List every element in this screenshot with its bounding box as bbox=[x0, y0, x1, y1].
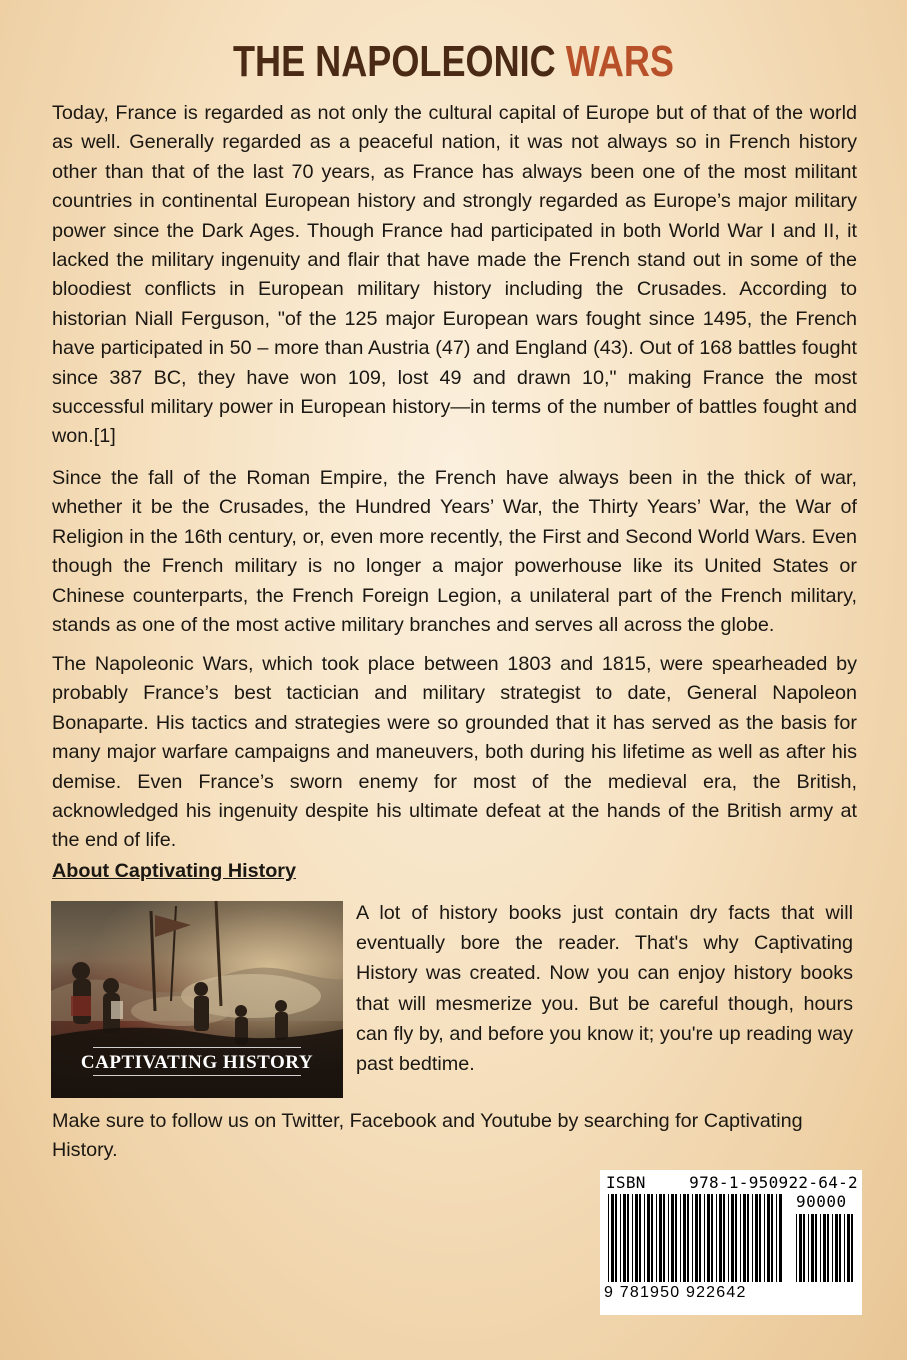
barcode-bar bbox=[747, 1194, 749, 1282]
barcode-digits: 9 781950 922642 bbox=[604, 1284, 747, 1301]
barcode-bar bbox=[675, 1194, 677, 1282]
barcode-bar bbox=[827, 1214, 829, 1282]
isbn-barcode bbox=[600, 1170, 862, 1315]
barcode-bar bbox=[620, 1194, 621, 1282]
barcode-bar bbox=[663, 1194, 665, 1282]
barcode-bar bbox=[723, 1194, 725, 1282]
barcode-bar bbox=[656, 1194, 657, 1282]
barcode-bar bbox=[759, 1194, 761, 1282]
isbn-text: ISBN 978-1-950922-64-2 bbox=[606, 1173, 858, 1192]
paragraph-napoleonic-wars: The Napoleonic Wars, which took place between 1803 and 1815, were spearheaded by probably France’s best tactician and military strategist to date, General Napoleon Bonaparte. His tactics and strategies were so grounded that it has served as the basis for many major warfare campaigns and maneuvers, both during his lifetime as well as after his demise. Even France’s sworn enemy for most of the medieval era, the British, acknowledged his ingenuity despite his ultimate defeat at the hands of the British army at the end of life. bbox=[52, 653, 857, 852]
barcode-bar bbox=[611, 1194, 614, 1282]
barcode-bar bbox=[711, 1194, 713, 1282]
barcode-bar bbox=[683, 1194, 686, 1282]
barcode-bar bbox=[647, 1194, 650, 1282]
paragraph-intro: Today, France is regarded as not only the cultural capital of Europe but of that of the world as well. Generally regarded as a peaceful nation, it was not always so in French history other than that of the last 70 years, as France has always been one of the most militant countries in continental European history and strongly regarded as Europe’s major military power since the Dark Ages. Though France had participated in both World War I and II, it lacked the military ingenuity and flair that have made the French stand out in some of the bloodiest conflicts in European military history including the Crusades. According to historian Niall Ferguson, "of the 125 major European wars fought since 1495, the French have participated in 50 – more than Austria (47) and England (43). Out of 168 battles fought since 387 BC, they have won 109, lost 49 and drawn 10," making France the most successful military power in European history—in terms of the number of battles fought and won.[1] bbox=[52, 102, 857, 448]
barcode-bar bbox=[735, 1194, 737, 1282]
barcode-bar bbox=[820, 1214, 821, 1282]
barcode-bar bbox=[651, 1194, 653, 1282]
logo-top-rule bbox=[93, 1047, 301, 1048]
barcode-bar bbox=[811, 1214, 814, 1282]
paragraph-history: Since the fall of the Roman Empire, the French have always been in the thick of war, whether it be the Crusades, the Hundred Years’ War, the Thirty Years’ War, the War of Religion in the 16th century, or, even more recently, the First and Second World Wars. Even though the French military is no longer a major powerhouse like its United States or Chinese counterparts, the French Foreign Legion, a unilateral part of the French military, stands as one of the most active military branches and serves all across the globe. bbox=[52, 467, 857, 637]
barcode-bar bbox=[808, 1214, 809, 1282]
barcode-bar bbox=[799, 1214, 802, 1282]
barcode-bar bbox=[743, 1194, 746, 1282]
logo-bottom-rule bbox=[93, 1075, 301, 1076]
barcode-bar bbox=[695, 1194, 698, 1282]
barcode-bar bbox=[659, 1194, 662, 1282]
barcode-bar bbox=[823, 1214, 826, 1282]
barcode-bar bbox=[608, 1194, 609, 1282]
barcode-bar bbox=[764, 1194, 765, 1282]
barcode-bar bbox=[779, 1194, 782, 1282]
barcode-bar bbox=[771, 1194, 773, 1282]
barcode-bar bbox=[796, 1214, 797, 1282]
title-part-1: THE NAPOLEONIC bbox=[232, 37, 566, 86]
barcode-bar bbox=[832, 1214, 833, 1282]
barcode-bar bbox=[671, 1194, 674, 1282]
barcode-bar bbox=[835, 1214, 838, 1282]
barcode-bar bbox=[639, 1194, 641, 1282]
barcode-bar bbox=[623, 1194, 626, 1282]
about-heading: About Captivating History bbox=[52, 860, 296, 882]
barcode-bar bbox=[707, 1194, 710, 1282]
book-title bbox=[82, 38, 826, 86]
barcode-bar bbox=[644, 1194, 645, 1282]
barcode-bar bbox=[815, 1214, 817, 1282]
barcode-bar bbox=[668, 1194, 669, 1282]
barcode-bar bbox=[844, 1214, 845, 1282]
barcode-bar bbox=[847, 1214, 850, 1282]
logo-text: CAPTIVATING HISTORY bbox=[80, 1052, 314, 1073]
price-code: 90000 bbox=[796, 1192, 847, 1211]
captivating-history-logo bbox=[51, 901, 343, 1098]
barcode-bar bbox=[755, 1194, 758, 1282]
barcode-bar bbox=[740, 1194, 741, 1282]
barcode-bar bbox=[776, 1194, 777, 1282]
about-body: A lot of history books just contain dry facts that will eventually bore the reader. That's why Captivating History was created. Now you can enjoy history books that will mesmerize you. But be careful though, hours can fly by, and before you know it; you're up reading way past bedtime. bbox=[356, 902, 853, 1076]
barcode-bar bbox=[839, 1214, 841, 1282]
barcode-bar bbox=[699, 1194, 701, 1282]
barcode-bar bbox=[731, 1194, 734, 1282]
barcode-bar bbox=[680, 1194, 681, 1282]
barcode-bar bbox=[627, 1194, 629, 1282]
barcode-bar bbox=[719, 1194, 722, 1282]
barcode-bar bbox=[704, 1194, 705, 1282]
follow-text: Make sure to follow us on Twitter, Facebook and Youtube by searching for Captivating History. bbox=[52, 1110, 803, 1161]
barcode-bar bbox=[615, 1194, 617, 1282]
barcode-bar bbox=[752, 1194, 753, 1282]
barcode-bar bbox=[716, 1194, 717, 1282]
barcode-bar bbox=[803, 1214, 805, 1282]
barcode-bar bbox=[767, 1194, 770, 1282]
barcode-bar bbox=[692, 1194, 693, 1282]
title-part-2: WARS bbox=[565, 37, 674, 86]
barcode-bar bbox=[687, 1194, 689, 1282]
barcode-bar bbox=[635, 1194, 638, 1282]
barcode-bar bbox=[632, 1194, 633, 1282]
barcode-bar bbox=[851, 1214, 853, 1282]
barcode-bar bbox=[728, 1194, 729, 1282]
